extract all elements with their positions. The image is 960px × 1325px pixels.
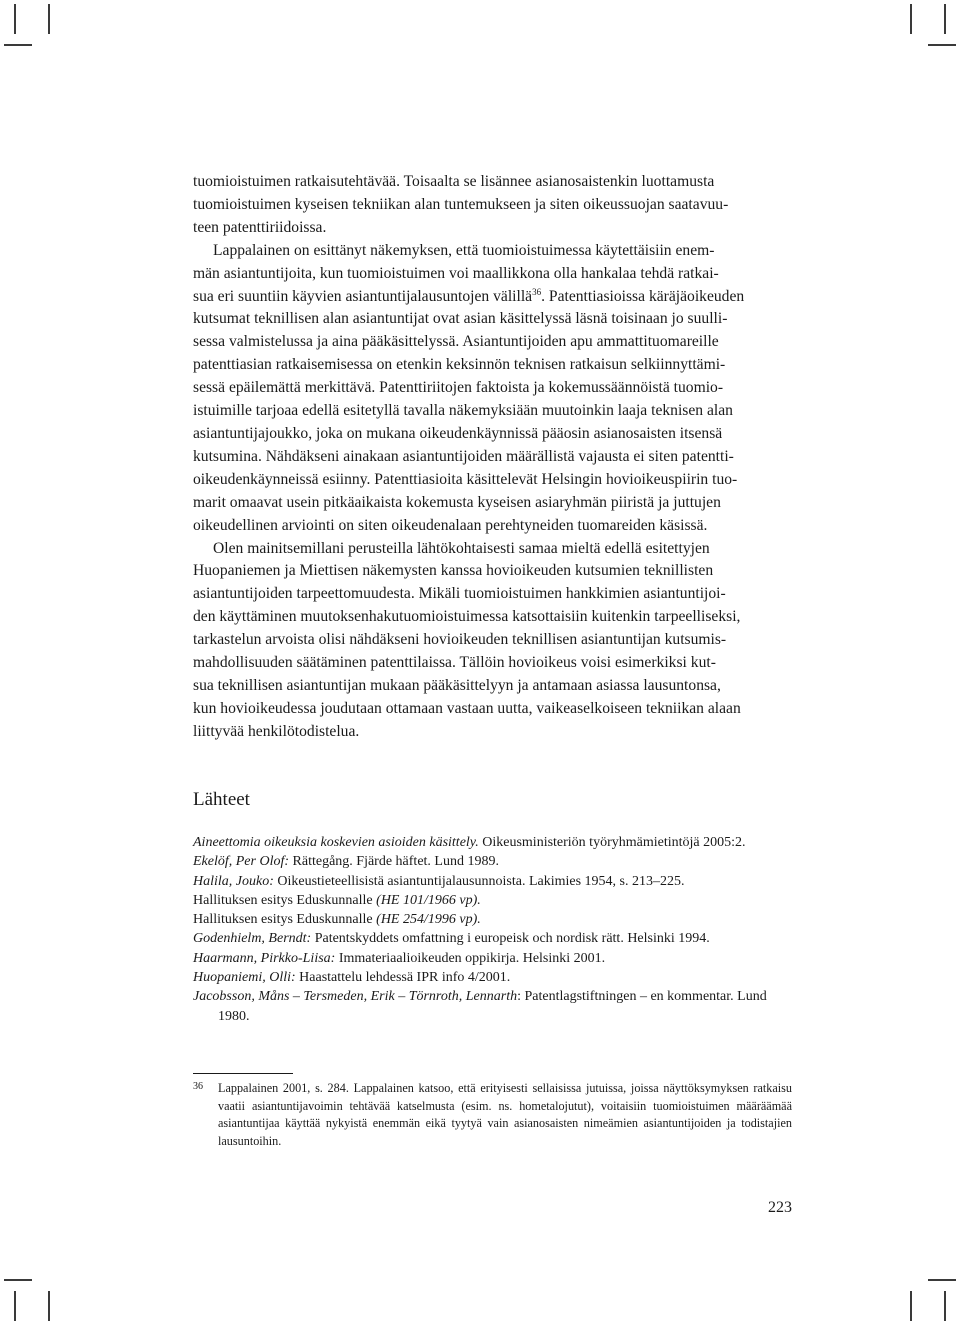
reference-title: Rättegång. Fjärde häftet. Lund 1989. (289, 854, 499, 870)
reference-title: Hallituksen esitys Eduskunnalle (193, 912, 377, 928)
reference-title: Hallituksen esitys Eduskunnalle (193, 892, 377, 908)
reference-title: Oikeustieteellisistä asiantuntijalausunnoista. Lakimies 1954, s. 213–225. (273, 873, 685, 889)
text-line: istuimille tarjoaa edellä esitetyllä tavalla näkemyksiään muutoinkin laaja teknisen alan (193, 402, 733, 420)
text-line: asiantuntijoiden tarpeettomuudesta. Mikäli tuomioistuimen hankkimien asiantuntijoi- (193, 585, 726, 603)
paragraph-2 (193, 240, 792, 538)
reference-item (193, 872, 792, 891)
text-line: . Patenttiasioissa käräjäoikeuden (541, 287, 745, 305)
crop-mark (48, 1291, 50, 1321)
crop-mark (4, 44, 32, 46)
text-line: tuomioistuimen ratkaisutehtävää. Toisaalta se lisännee asianosaistenkin luottamusta (193, 173, 715, 190)
reference-suffix: (HE 254/1996 vp). (376, 912, 481, 928)
crop-mark (4, 1279, 32, 1281)
crop-mark (14, 1291, 16, 1321)
reference-author: Haarmann, Pirkko-Liisa: (193, 950, 336, 966)
text-line: patenttiasian ratkaisemisessa on etenkin keksinnön teknisen ratkaisun selkiinnyttämi- (193, 356, 726, 374)
text-line: Olen mainitsemillani perusteilla lähtökohtaisesti samaa mieltä edellä esitettyjen (213, 539, 710, 557)
crop-mark (944, 4, 946, 34)
footnote-text: Lappalainen 2001, s. 284. Lappalainen katsoo, että erityisesti sellaisissa jutuissa, joissa näyttöksymyksen ratkaisu vaatii asiantuntijavoimin tehtävää katselmusta (esim. ns. hometalojutut), voitaisiin tuomioistuimen määräämää asiantuntijaa käyttää nykyistä enemmän eikä tyytyä vain asianosaisten nimeämien asiantuntijoiden ja todistajien lausuntoihin. (218, 1081, 792, 1148)
reference-item (193, 987, 792, 1026)
section-heading: Lähteet (193, 789, 250, 810)
crop-mark (48, 4, 50, 34)
reference-title: Patentskyddets omfattning i europeisk och nordisk rätt. Helsinki 1994. (311, 931, 710, 947)
text-line: sua eri suuntiin käyvien asiantuntijalausuntojen välillä (193, 287, 533, 305)
footnote-divider (193, 1073, 293, 1074)
footnote-number: 36 (193, 1081, 203, 1092)
reference-title: Haastattelu lehdessä IPR info 4/2001. (295, 970, 511, 986)
text-line: sessa valmistelussa ja aina pääkäsittelyssä. Asiantuntijoiden apu ammattituomareille (193, 333, 719, 351)
reference-item (193, 833, 792, 852)
reference-title: : Patentlagstiftningen – en kommentar. Lund 1980. (218, 989, 767, 1024)
text-line: kutsumina. Nähdäkseni ainakaan asiantuntijoiden määrällistä vajausta ei siten patentti- (193, 447, 734, 465)
reference-item (193, 910, 792, 929)
crop-mark (910, 1291, 912, 1321)
paragraph-3 (193, 538, 792, 744)
text-line: Huopaniemen ja Miettisen näkemysten kanssa hovioikeuden kutsumien teknillisten (193, 562, 714, 580)
reference-title: Oikeusministeriön työryhmämietintöjä 2005:2. (478, 835, 746, 850)
text-line: kutsumat teknillisen alan asiantuntijat ovat asian käsittelyssä läsnä toisinaan jo suulli- (193, 310, 728, 328)
reference-author: Huopaniemi, Olli: (193, 970, 296, 986)
reference-author: Ekelöf, Per Olof: (193, 854, 290, 870)
text-line: marit omaavat usein pitkäaikaista kokemusta kyseisen asiaryhmän piiristä ja juttujen (193, 493, 721, 511)
footnote-reference[interactable]: 36 (532, 286, 542, 297)
reference-item (193, 929, 792, 948)
text-line: oikeudellinen arviointi on siten oikeudenalaan perehtyneiden tuomareiden käsissä. (193, 516, 708, 534)
reference-title: Immateriaalioikeuden oppikirja. Helsinki 2001. (335, 950, 606, 966)
reference-item (193, 852, 792, 871)
footnote (193, 1080, 792, 1150)
paragraph-1 (193, 171, 792, 240)
crop-mark (910, 4, 912, 34)
reference-author: Godenhielm, Berndt: (193, 931, 312, 947)
text-line: sua teknillisen asiantuntijan mukaan pääkäsittelyyn ja antamaan asiassa lausuntonsa, (193, 676, 721, 694)
crop-mark (928, 44, 956, 46)
reference-author: Jacobsson, Måns – Tersmeden, Erik – Törnroth, Lennarth (193, 989, 518, 1005)
crop-mark (928, 1279, 956, 1281)
text-line: tarkastelun arvoista olisi nähdäkseni hovioikeuden teknillisen asiantuntijan kutsumis- (193, 631, 727, 649)
reference-item (193, 949, 792, 968)
text-line: asiantuntijajoukko, joka on mukana oikeudenkäynnissä pääosin asianosaisten itsensä (193, 424, 723, 442)
body-text (193, 171, 792, 744)
text-line: män asiantuntijoita, kun tuomioistuimen voi maallikkona olla hankalaa tehdä ratkai- (193, 264, 719, 282)
reference-author: Halila, Jouko: (193, 873, 274, 889)
text-line: Lappalainen on esittänyt näkemyksen, että tuomioistuimessa käytettäisiin enem- (213, 241, 715, 259)
text-line: oikeudenkäynneissä esiinny. Patenttiasioita käsittelevät Helsingin hovioikeuspiirin tuo- (193, 470, 738, 488)
text-line: mahdollisuuden säätäminen patenttilaissa. Tällöin hovioikeus voisi esimerkiksi kut- (193, 654, 716, 672)
text-line: teen patenttiriidoissa. (193, 218, 327, 236)
reference-list (193, 833, 792, 1026)
reference-author: Aineettomia oikeuksia koskevien asioiden käsittely. (193, 835, 479, 850)
text-line: kun hovioikeudessa joudutaan ottamaan vastaan uutta, vaikeaselkoiseen tekniikan alaan (193, 699, 741, 717)
reference-suffix: (HE 101/1966 vp). (376, 892, 481, 908)
page-number: 223 (768, 1199, 792, 1216)
reference-item (193, 891, 792, 910)
text-line: liittyvää henkilötodistelua. (193, 722, 360, 740)
crop-mark (14, 4, 16, 34)
text-line: sessä epäilemättä merkittävä. Patenttiriitojen faktoista ja kokemussäännöistä tuomio- (193, 379, 724, 397)
text-line: tuomioistuimen kyseisen tekniikan alan tuntemukseen ja siten oikeussuojan saatavuu- (193, 195, 729, 213)
crop-mark (944, 1291, 946, 1321)
reference-item (193, 968, 792, 987)
text-line: den käyttäminen muutoksenhakutuomioistuimessa katsottaisiin kuitenkin tarpeelliseksi, (193, 608, 741, 626)
